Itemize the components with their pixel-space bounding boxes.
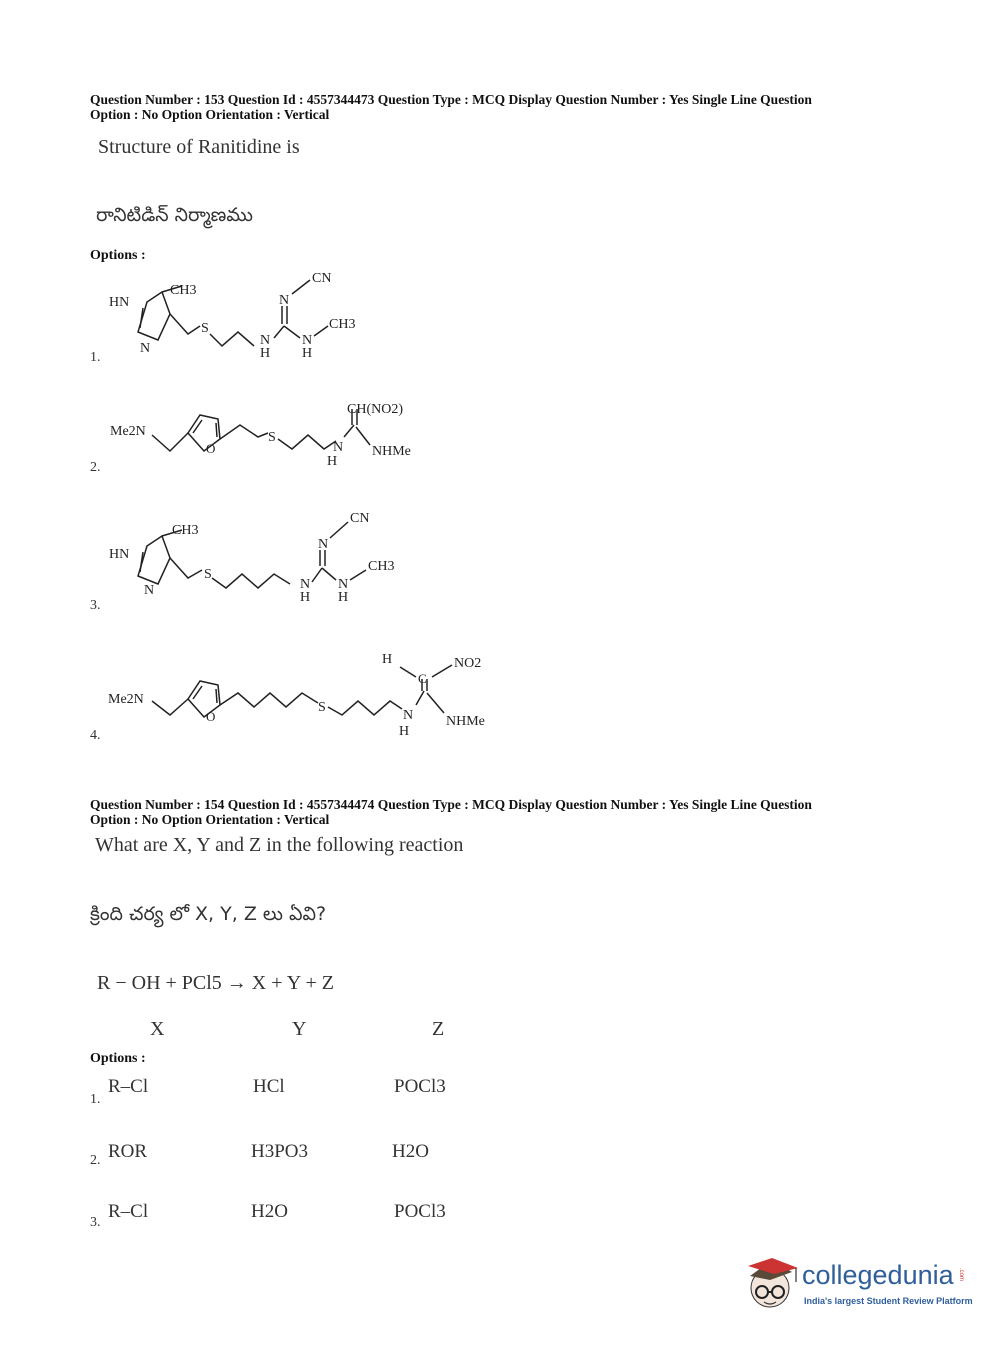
imidazole-ring (138, 292, 170, 340)
bond (344, 425, 354, 437)
label-o: O (206, 441, 216, 456)
label-o: O (206, 709, 216, 724)
double-bond (193, 686, 202, 699)
bond (427, 693, 444, 713)
question-meta-line1: Question Number : 154 Question Id : 4557344474 Question Type : MCQ Display Question Number : Yes Single Line Question (90, 797, 812, 812)
bond-chain (212, 574, 290, 588)
reaction-equation: R − OH + PCl5 → X + Y + Z (97, 972, 334, 994)
label-h: H (399, 724, 410, 739)
option-y: H2O (251, 1201, 288, 1222)
options-label: Options : (90, 248, 146, 263)
label-s: S (268, 430, 276, 445)
option-number: 4. (90, 728, 101, 743)
bond (432, 665, 452, 677)
label-n: N (302, 333, 313, 348)
label-n: N (318, 537, 329, 552)
bond (312, 568, 322, 582)
double-bond (193, 420, 202, 433)
option-row-2[interactable] (88, 1139, 488, 1179)
label-nhme: NHMe (446, 714, 485, 729)
label-s: S (204, 567, 212, 582)
label-n: N (279, 293, 290, 308)
label-ch3: CH3 (368, 559, 395, 574)
mascot-icon (740, 1250, 800, 1316)
label-nhme: NHMe (372, 444, 411, 459)
label-me2n: Me2N (110, 424, 146, 439)
bond-chain (328, 701, 402, 715)
bond-chain (220, 425, 268, 439)
label-chno2: CH(NO2) (347, 402, 403, 417)
question-meta-line2: Option : No Option Orientation : Vertical (90, 107, 330, 122)
bond (292, 280, 310, 294)
structure-option-2[interactable] (100, 395, 430, 475)
column-header-x: X (150, 1018, 165, 1040)
label-cn: CN (350, 511, 370, 526)
label-s: S (201, 321, 209, 336)
logo-tagline: India's largest Student Review Platform (804, 1296, 973, 1306)
option-number: 2. (90, 460, 101, 475)
option-z: POCl3 (394, 1201, 446, 1222)
option-y: HCl (253, 1076, 285, 1097)
bond-chain (152, 433, 188, 451)
bond-chain (170, 558, 202, 578)
bond-chain (152, 699, 188, 715)
label-me2n: Me2N (108, 692, 144, 707)
option-z: POCl3 (394, 1076, 446, 1097)
bond (274, 326, 284, 338)
label-h: H (327, 454, 338, 469)
question-text-en: Structure of Ranitidine is (98, 136, 300, 158)
question-meta-154 (90, 797, 812, 827)
option-x: ROR (108, 1141, 148, 1162)
label-n: N (403, 708, 414, 723)
label-h: H (260, 346, 271, 361)
label-ch3: CH3 (170, 283, 197, 298)
collegedunia-logo[interactable] (740, 1250, 980, 1320)
option-number: 1. (90, 1092, 101, 1107)
question-text-te: క్రింది చర్య లో X, Y, Z లు ఏవి? (90, 903, 327, 925)
bond (284, 326, 300, 338)
label-h: H (338, 590, 349, 605)
label-h: H (300, 590, 311, 605)
bond-chain (278, 435, 336, 449)
option-number: 2. (90, 1153, 101, 1168)
label-n: N (144, 583, 155, 598)
options-label: Options : (90, 1051, 146, 1066)
label-hn: HN (109, 547, 130, 562)
label-ch3: CH3 (172, 523, 199, 538)
question-text-en: What are X, Y and Z in the following reaction (95, 834, 464, 856)
option-x: R–Cl (108, 1076, 149, 1097)
structure-option-4[interactable] (100, 645, 520, 745)
bond (356, 427, 370, 445)
label-n: N (140, 341, 151, 356)
logo-com: .com (958, 1268, 964, 1282)
question-meta-line2: Option : No Option Orientation : Vertical (90, 812, 330, 827)
option-x: R–Cl (108, 1201, 149, 1222)
label-n: N (300, 577, 311, 592)
bond (314, 326, 328, 336)
label-s: S (318, 700, 326, 715)
option-number: 3. (90, 598, 101, 613)
question-meta-line1: Question Number : 153 Question Id : 4557344473 Question Type : MCQ Display Question Number : Yes Single Line Question (90, 92, 812, 107)
structure-option-1[interactable] (100, 262, 400, 372)
bond-chain (170, 314, 200, 334)
label-c: C (418, 671, 427, 686)
question-meta-153 (90, 92, 812, 122)
double-bond (216, 423, 217, 437)
label-no2: NO2 (454, 656, 482, 671)
question-text-te: రానిటిడిన్ నిర్మాణము (96, 204, 253, 226)
bond-chain (210, 332, 254, 346)
double-bond (216, 689, 217, 703)
option-number: 3. (90, 1215, 101, 1230)
bond (330, 522, 348, 538)
bond (350, 570, 366, 580)
bond-chain (220, 693, 318, 707)
option-z: H2O (392, 1141, 429, 1162)
column-header-z: Z (432, 1018, 445, 1040)
label-cn: CN (312, 271, 332, 286)
label-h: H (382, 652, 393, 667)
logo-wordmark: collegedunia (802, 1260, 954, 1290)
bond (400, 667, 416, 677)
label-n: N (333, 440, 344, 455)
bond (416, 691, 424, 705)
structure-option-3[interactable] (100, 506, 420, 616)
label-n: N (260, 333, 271, 348)
column-header-y: Y (292, 1018, 307, 1040)
label-ch3: CH3 (329, 317, 356, 332)
option-row-3[interactable] (88, 1199, 488, 1239)
bond (322, 568, 336, 580)
option-row-1[interactable] (88, 1074, 488, 1114)
imidazole-ring (138, 536, 170, 584)
option-number: 1. (90, 350, 101, 365)
option-y: H3PO3 (251, 1141, 309, 1162)
label-hn: HN (109, 295, 130, 310)
label-h: H (302, 346, 313, 361)
label-n: N (338, 577, 349, 592)
